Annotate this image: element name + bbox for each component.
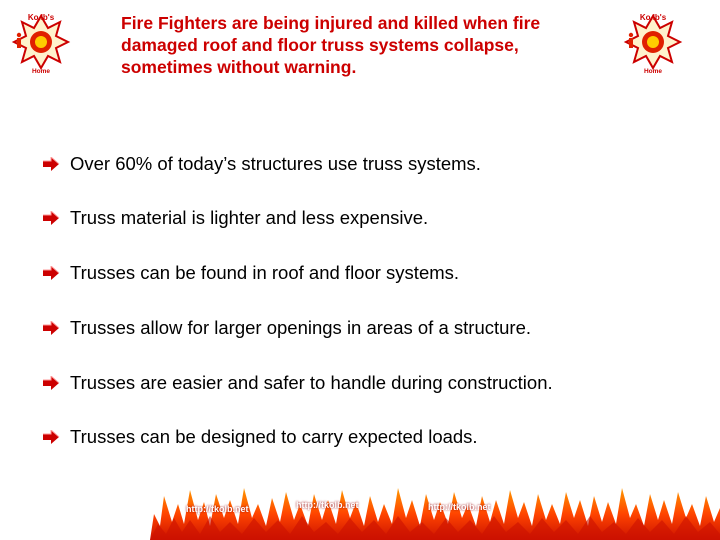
footer-url: http://tkolb.net (296, 500, 359, 510)
footer-url: http://tkolb.net (186, 504, 249, 514)
bullet-text: Truss material is lighter and less expensive. (70, 207, 429, 229)
logo-top-text: Ko.lb's (639, 13, 667, 22)
arrow-bullet-icon (42, 376, 60, 390)
arrow-bullet-icon (42, 266, 60, 280)
logo-top-text: Ko.lb's (27, 13, 55, 22)
bullet-item (42, 369, 553, 396)
flames-banner (150, 474, 720, 540)
arrow-bullet-icon (42, 157, 60, 171)
fire-department-logo-right (622, 10, 684, 80)
bullet-item (42, 205, 553, 232)
bullet-item (42, 150, 553, 177)
bullet-text: Trusses are easier and safer to handle during construction. (70, 371, 553, 393)
slide-title: Fire Fighters are being injured and killed when fire damaged roof and floor truss systems collapse, sometimes without warning. (121, 13, 541, 77)
footer-url: http://tkolb.net (428, 502, 491, 512)
bullet-text: Trusses can be designed to carry expected loads. (70, 426, 478, 448)
logo-bottom-text: Home (31, 68, 51, 75)
bullet-item (42, 424, 553, 451)
fire-department-logo-left (10, 10, 72, 80)
bullet-item (42, 314, 553, 341)
bullet-item (42, 260, 553, 287)
bullet-text: Trusses allow for larger openings in areas of a structure. (70, 316, 532, 338)
logo-bottom-text: Home (643, 68, 663, 75)
bullet-text: Trusses can be found in roof and floor systems. (70, 262, 460, 284)
arrow-bullet-icon (42, 321, 60, 335)
bullet-list (42, 150, 553, 479)
bullet-text: Over 60% of today’s structures use truss systems. (70, 152, 481, 174)
arrow-bullet-icon (42, 430, 60, 444)
arrow-bullet-icon (42, 211, 60, 225)
